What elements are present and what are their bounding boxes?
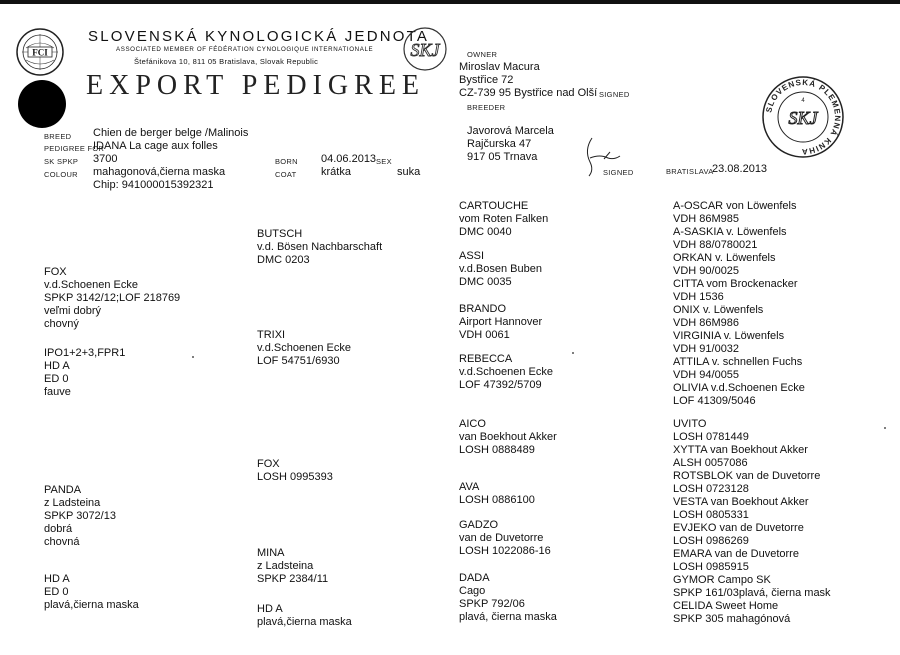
colour-value: mahagonová,čierna maska xyxy=(93,166,226,178)
ancestor-line: CITTA vom Brockenacker xyxy=(673,278,798,290)
sire-line: v.d.Schoenen Ecke xyxy=(44,279,138,291)
ancestor-line: VDH 94/0055 xyxy=(673,369,740,381)
ancestor-line: AICO xyxy=(459,418,486,430)
owner-name: Miroslav Macura xyxy=(459,61,540,73)
owner-city: CZ-739 95 Bystřice nad Olší xyxy=(459,87,598,99)
coat-label: COAT xyxy=(275,170,297,179)
breed-label: BREED xyxy=(44,132,72,141)
ancestor-line: ASSI xyxy=(459,250,485,262)
scan-speck xyxy=(884,427,886,429)
ancestor-line: LOSH 0886100 xyxy=(459,494,535,506)
skj-logo-text: SKJ xyxy=(410,40,440,60)
ancestor-line: REBECCA xyxy=(459,353,513,365)
scan-speck xyxy=(572,352,574,354)
ancestor-line: vom Roten Falken xyxy=(459,213,549,225)
ancestor-line: plavá, čierna maska xyxy=(459,611,557,623)
ancestor-line xyxy=(257,586,352,603)
dam-block xyxy=(44,484,139,612)
ancestor-line: XYTTA van Boekhout Akker xyxy=(673,444,808,456)
ancestor-line: VDH 91/0032 xyxy=(673,343,740,355)
gen3-block-1 xyxy=(459,200,548,239)
stamp-logo-text: SKJ xyxy=(788,108,818,128)
ancestor-line: DADA xyxy=(459,572,490,584)
dam-line: plavá,čierna maska xyxy=(44,599,139,611)
sex-label: SEX xyxy=(376,157,392,166)
stamp-outer-text: SLOVENSKÁ PLEMENNÁ KNIHA xyxy=(764,77,843,157)
sire-line: HD A xyxy=(44,360,70,372)
ancestor-line: ONIX v. Löwenfels xyxy=(673,304,764,316)
ancestor-line: SPKP 305 mahagónová xyxy=(673,613,791,625)
dam-line: chovná xyxy=(44,536,80,548)
ancestor-line: LOSH 1022086-16 xyxy=(459,545,551,557)
stamp-icon xyxy=(760,74,846,160)
registration-value: 3700 xyxy=(93,153,118,165)
ancestor-line: A-SASKIA v. Löwenfels xyxy=(673,226,787,238)
ancestor-line: BUTSCH xyxy=(257,228,303,240)
document-title: EXPORT PEDIGREE xyxy=(86,70,426,101)
dam-line: dobrá xyxy=(44,523,73,535)
ancestor-line: TRIXI xyxy=(257,329,286,341)
sire-line xyxy=(44,331,180,347)
breeder-name: Javorová Marcela xyxy=(467,125,554,137)
sire-block xyxy=(44,266,180,399)
sire-line: FOX xyxy=(44,266,67,278)
ancestor-line: Cago xyxy=(459,585,486,597)
org-address: Štefánikova 10, 811 05 Bratislava, Slovak Republic xyxy=(134,57,319,66)
ancestor-line: DMC 0203 xyxy=(257,254,310,266)
ancestor-line: v.d.Schoenen Ecke xyxy=(459,366,553,378)
breeder-city: 917 05 Trnava xyxy=(467,151,538,163)
ancestor-line: MINA xyxy=(257,547,285,559)
gen3-block-8 xyxy=(459,572,557,624)
ancestor-line: LOSH 0723128 xyxy=(673,483,749,495)
born-value: 04.06.2013 xyxy=(321,153,377,165)
ancestor-line: LOF 54751/6930 xyxy=(257,355,340,367)
owner-label: OWNER xyxy=(467,50,498,59)
ancestor-line: DMC 0040 xyxy=(459,226,512,238)
org-title: SLOVENSKÁ KYNOLOGICKÁ JEDNOTA xyxy=(88,28,430,45)
ancestor-line: LOSH 0805331 xyxy=(673,509,749,521)
ancestor-line: z Ladsteina xyxy=(257,560,314,572)
sire-line: chovný xyxy=(44,318,79,330)
fci-logo-icon xyxy=(14,26,66,78)
ancestor-line: DMC 0035 xyxy=(459,276,512,288)
ancestor-line: VESTA van Boekhout Akker xyxy=(673,496,809,508)
sire-line: IPO1+2+3,FPR1 xyxy=(44,347,126,359)
ancestor-line: SPKP 161/03plavá, čierna mask xyxy=(673,587,831,599)
scan-speck xyxy=(192,356,194,358)
ancestor-line: LOSH 0888489 xyxy=(459,444,535,456)
ancestor-line: FOX xyxy=(257,458,280,470)
dam-line xyxy=(44,549,139,573)
punch-hole xyxy=(18,80,66,128)
ancestor-line: AVA xyxy=(459,481,480,493)
ancestor-line: LOSH 0995393 xyxy=(257,471,333,483)
owner-street: Bystřice 72 xyxy=(459,74,514,86)
ancestor-line: VDH 88/0780021 xyxy=(673,239,758,251)
ancestor-line: v.d.Schoenen Ecke xyxy=(257,342,351,354)
ancestor-line: LOSH 0986269 xyxy=(673,535,749,547)
breeder-street: Rajčurska 47 xyxy=(467,138,532,150)
dog-name: IDANA La cage aux folles xyxy=(93,140,218,152)
sex-value: suka xyxy=(397,166,421,178)
ancestor-line: v.d. Bösen Nachbarschaft xyxy=(257,241,383,253)
ancestor-line: UVITO xyxy=(673,418,707,430)
sire-line: ED 0 xyxy=(44,373,69,385)
ancestor-line: GYMOR Campo SK xyxy=(673,574,771,586)
ancestor-line: BRANDO xyxy=(459,303,507,315)
top-border xyxy=(0,0,900,4)
fci-logo-text: FCI xyxy=(32,47,48,58)
ancestor-line: ROTSBLOK van de Duvetorre xyxy=(673,470,821,482)
ancestor-line: v.d.Bosen Buben xyxy=(459,263,542,275)
dam-line: z Ladsteina xyxy=(44,497,101,509)
ancestor-line: CELIDA Sweet Home xyxy=(673,600,779,612)
ancestor-line: VDH 90/0025 xyxy=(673,265,740,277)
gen3-block-4 xyxy=(459,353,553,392)
ancestor-line: ORKAN v. Löwenfels xyxy=(673,252,776,264)
gen3-block-6 xyxy=(459,481,535,507)
ancestor-line: LOF 41309/5046 xyxy=(673,395,756,407)
ancestor-line: LOSH 0781449 xyxy=(673,431,749,443)
ancestor-line: VDH 86M985 xyxy=(673,213,740,225)
ancestor-line: CARTOUCHE xyxy=(459,200,529,212)
dam-line: ED 0 xyxy=(44,586,69,598)
breeder-label: BREEDER xyxy=(467,103,506,112)
gen3-block-2 xyxy=(459,250,542,289)
dam-line: HD A xyxy=(44,573,70,585)
pedigree-for-label: PEDIGREE FOR xyxy=(44,144,105,153)
born-label: BORN xyxy=(275,157,298,166)
ancestor-line: LOF 47392/5709 xyxy=(459,379,542,391)
ancestor-line: SPKP 792/06 xyxy=(459,598,525,610)
skj-logo-icon xyxy=(400,24,450,74)
gen3-block-3 xyxy=(459,303,542,342)
ancestor-line: GADZO xyxy=(459,519,499,531)
dam-line: SPKP 3072/13 xyxy=(44,510,116,522)
sire-line: SPKP 3142/12;LOF 218769 xyxy=(44,292,181,304)
ancestor-line: VDH 86M986 xyxy=(673,317,740,329)
colour-label: COLOUR xyxy=(44,170,78,179)
breed-value: Chien de berger belge /Malinois xyxy=(93,127,249,139)
chip-value: Chip: 941000015392321 xyxy=(93,179,214,191)
org-subtitle: ASSOCIATED MEMBER OF FÉDÉRATION CYNOLOGIQUE INTERNATIONALE xyxy=(116,46,374,53)
ancestor-line: EVJEKO van de Duvetorre xyxy=(673,522,804,534)
ancestor-line: Airport Hannover xyxy=(459,316,543,328)
issue-date: 23.08.2013 xyxy=(712,163,768,175)
ancestor-line: ATTILA v. schnellen Fuchs xyxy=(673,356,803,368)
ancestor-line: A-OSCAR von Löwenfels xyxy=(673,200,797,212)
breeder-signed-label: SIGNED xyxy=(603,168,634,177)
gen3-block-5 xyxy=(459,418,557,457)
issue-place: BRATISLAVA xyxy=(666,167,714,176)
ancestor-line: EMARA van de Duvetorre xyxy=(673,548,799,560)
sire-line: fauve xyxy=(44,386,71,398)
ancestor-line: OLIVIA v.d.Schoenen Ecke xyxy=(673,382,805,394)
ancestor-line: HD A xyxy=(257,603,283,615)
ancestor-line: ALSH 0057086 xyxy=(673,457,748,469)
stamp-number: 4 xyxy=(801,98,805,104)
ancestor-line: SPKP 2384/11 xyxy=(257,573,329,585)
sire-line: veľmi dobrý xyxy=(44,305,102,317)
ancestor-line: van Boekhout Akker xyxy=(459,431,557,443)
ancestor-line: LOSH 0985915 xyxy=(673,561,749,573)
dam-dam-block xyxy=(257,547,352,629)
ancestor-line: VIRGINIA v. Löwenfels xyxy=(673,330,785,342)
dam-line: PANDA xyxy=(44,484,82,496)
gen3-block-7 xyxy=(459,519,551,558)
ancestor-line: VDH 1536 xyxy=(673,291,724,303)
ancestor-line: VDH 0061 xyxy=(459,329,510,341)
dam-sire-block xyxy=(257,458,333,484)
registration-label: SK SPKP xyxy=(44,157,79,166)
ancestor-line: van de Duvetorre xyxy=(459,532,544,544)
gen4-block-top xyxy=(673,200,805,408)
ancestor-line: plavá,čierna maska xyxy=(257,616,352,628)
owner-signed-label: SIGNED xyxy=(599,90,630,99)
sire-dam-block xyxy=(257,329,351,368)
sire-sire-block xyxy=(257,228,382,267)
coat-value: krátka xyxy=(321,166,351,178)
gen4-block-bottom xyxy=(673,418,831,626)
